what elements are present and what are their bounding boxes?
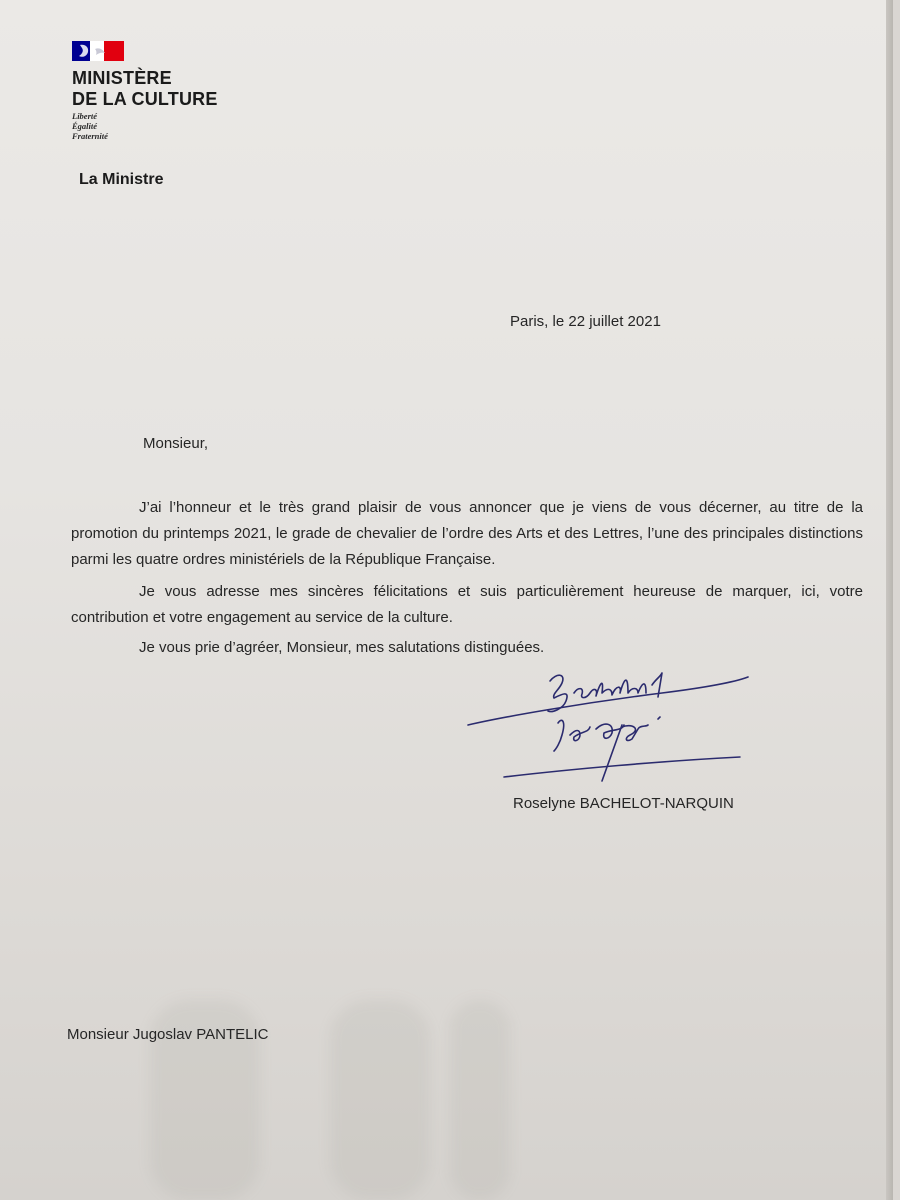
motto-liberte: Liberté <box>72 111 98 121</box>
ministry-name <box>72 68 218 110</box>
shadow <box>450 1000 510 1200</box>
salutation: Monsieur, <box>143 435 209 452</box>
place-date: Paris, le 22 juillet 2021 <box>510 313 661 330</box>
marianne-flag-icon <box>72 41 124 61</box>
paper-edge <box>886 0 893 1200</box>
sender-title: La Ministre <box>79 171 164 188</box>
shadow <box>330 1000 430 1200</box>
letter-paragraph: J’ai l’honneur et le très grand plaisir de vous annoncer que je viens de vous décerner, au titre de la promotion du printemps 2021, le grade de chevalier de l’ordre des Arts et des Lettres, l’une des principales distinctions parmi les quatre ordres ministériels de la République Française. <box>71 499 863 568</box>
motto-fraternite: Fraternité <box>72 131 108 141</box>
motto-egalite: Égalité <box>72 121 98 131</box>
letter-paragraph: Je vous adresse mes sincères félicitations et suis particulièrement heureuse de marquer, ici, votre contribution et votre engagement au service de la culture. <box>71 583 863 626</box>
ministry-name-line-2: DE LA CULTURE <box>72 89 218 109</box>
closing-formula: Je vous prie d’agréer, Monsieur, mes salutations distinguées. <box>139 639 545 656</box>
handwritten-signature <box>462 663 754 785</box>
flag-red <box>104 41 124 61</box>
signatory-name: Roselyne BACHELOT-NARQUIN <box>513 795 734 812</box>
recipient-name: Monsieur Jugoslav PANTELIC <box>67 1026 269 1043</box>
republic-motto <box>72 111 108 141</box>
ministry-name-line-1: MINISTÈRE <box>72 68 172 88</box>
